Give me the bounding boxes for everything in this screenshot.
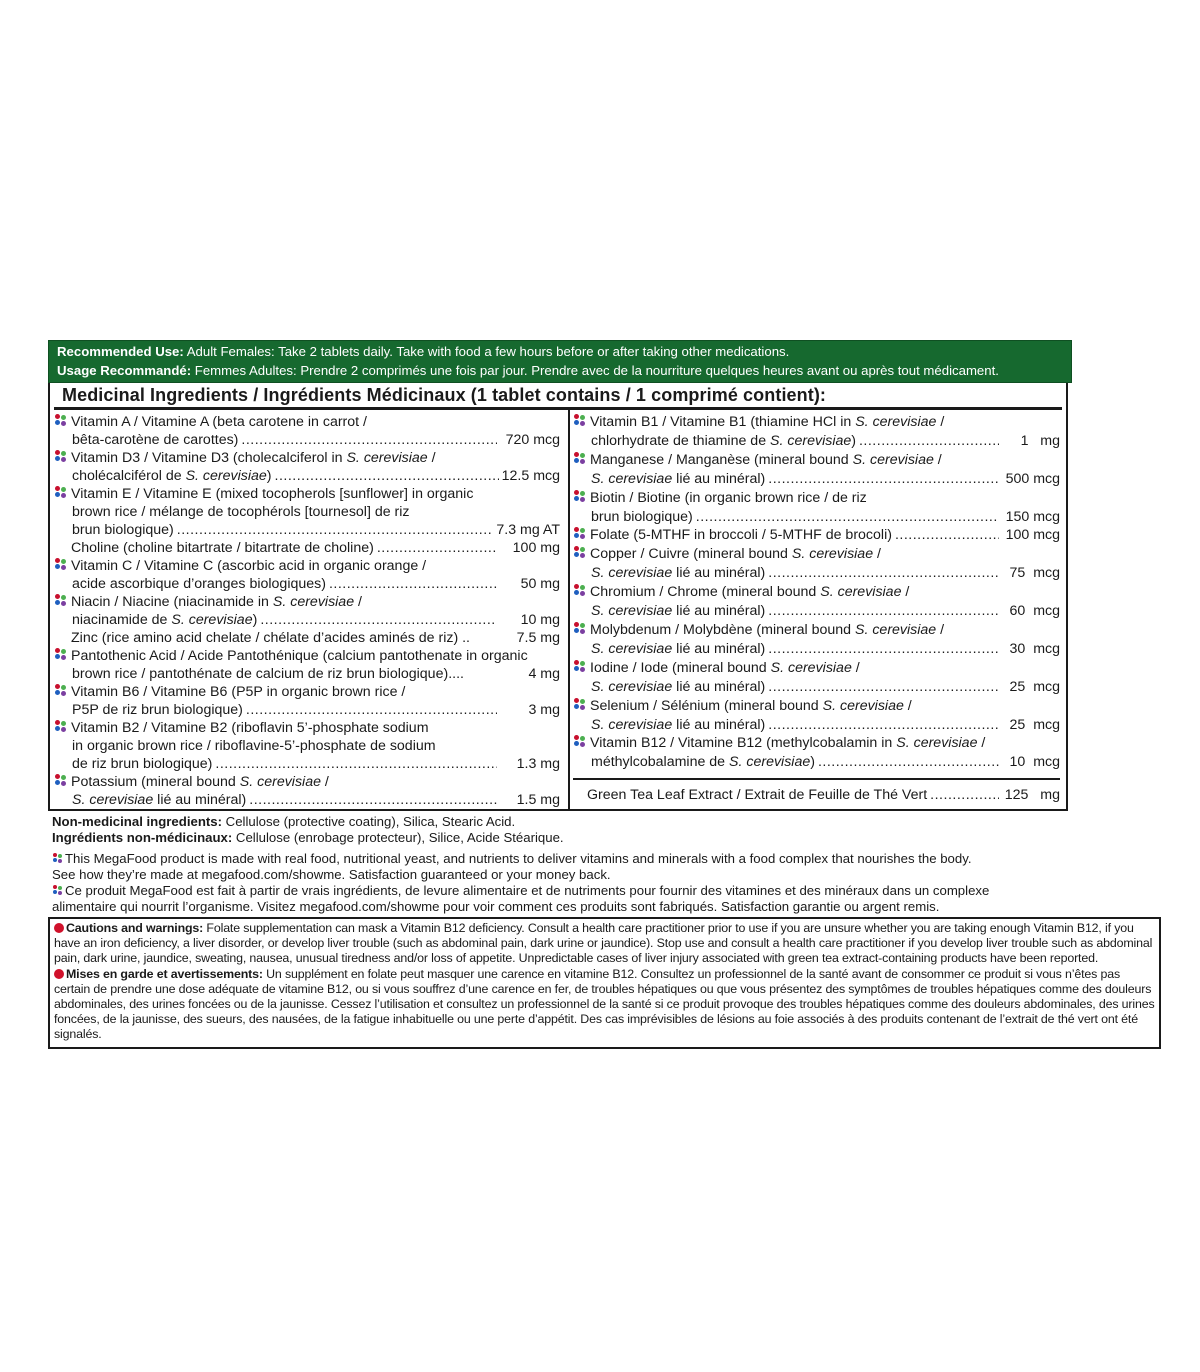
ingredient-text: Selenium / Sélénium (mineral bound [590, 697, 823, 714]
ingredient-text: S. cerevisiae [820, 584, 902, 601]
ingredient-amount: 60 mcg [1009, 603, 1060, 620]
ingredient-amount: 720 mcg [505, 432, 560, 448]
ingredient-text: / [903, 697, 912, 714]
ingredient-biotin [573, 489, 1060, 527]
claim-fr [52, 883, 1152, 899]
warnings-fr-label: Mises en garde et avertissements: [66, 966, 263, 981]
ingredient-text: S. cerevisiae [852, 451, 934, 468]
ingredient-text: Molybdenum / Molybdène (mineral bound [590, 621, 855, 638]
ingredient-text: / [901, 584, 910, 601]
ingredient-text: méthylcobalamine de [591, 754, 730, 771]
food-complex-icon [573, 735, 586, 748]
ingredient-amount: 500 mcg [1005, 470, 1060, 487]
food-complex-icon [54, 558, 67, 571]
ingredient-text: de riz brun biologique) [72, 756, 213, 772]
ingredient-text: Choline (choline bitartrate / bitartrate de choline) [71, 540, 374, 556]
ingredient-text: S. cerevisiae [729, 754, 811, 771]
ingredient-text: / [873, 546, 881, 563]
ingredient-amount: 100 mg [512, 540, 560, 556]
ingredient-text: brun biologique) [591, 508, 693, 525]
ingredient-vitamin-a [54, 413, 560, 449]
ingredient-text: S. cerevisiae [591, 470, 673, 487]
warnings-fr [54, 967, 1155, 1043]
ingredient-amount: 4 mg [528, 666, 560, 682]
food-complex-icon [573, 698, 586, 711]
ingredient-pantothenic-acid [54, 647, 560, 683]
ingredient-text: Folate (5-MTHF in broccoli / 5-MTHF de brocoli) [590, 527, 892, 544]
usage-recommande-text: Femmes Adultes: Prendre 2 comprimés une fois par jour. Prendre avec de la nourriture quelques heures avant ou après tout médicament. [191, 363, 999, 378]
food-complex-icon [573, 660, 586, 673]
ingredient-text: / [354, 594, 362, 610]
ingredient-text: Vitamin C / Vitamine C (ascorbic acid in organic orange / [71, 558, 427, 574]
ingredient-manganese [573, 451, 1060, 489]
usage-recommande-label: Usage Recommandé: [57, 363, 192, 378]
ingredient-text: ) [252, 612, 258, 628]
ingredient-text: niacinamide de [72, 612, 172, 628]
claim-text: See how they’re made at megafood.com/showme. Satisfaction guaranteed or your money back. [52, 867, 611, 882]
ingredient-text: S. cerevisiae [72, 792, 154, 808]
ingredient-text: lié au minéral) [672, 565, 766, 582]
food-complex-icon [573, 414, 586, 427]
ingredient-amount: 25 mcg [1009, 678, 1060, 695]
non-medicinal-fr [52, 830, 1152, 846]
ingredient-molybdenum [573, 621, 1060, 659]
ingredient-text: / [851, 659, 860, 676]
food-complex-icon [52, 853, 63, 864]
ingredient-niacin [54, 593, 560, 629]
ingredient-text: lié au minéral) [672, 470, 766, 487]
ingredient-text: lié au minéral) [672, 603, 766, 620]
ingredient-text: S. cerevisiae [346, 450, 428, 466]
ingredient-text: ) [266, 468, 272, 484]
warnings-label: Cautions and warnings: [66, 921, 204, 935]
food-complex-icon [54, 486, 67, 499]
warning-dot-icon [54, 923, 64, 933]
ingredient-text: Vitamin B1 / Vitamine B1 (thiamine HCl in [590, 414, 856, 430]
ingredient-text: Niacin / Niacine (niacinamide in [71, 594, 273, 610]
medicinal-ingredients-title: Medicinal Ingredients / Ingrédients Médicinaux (1 tablet contains / 1 comprimé contient): [54, 383, 1062, 410]
food-complex-icon [573, 490, 586, 503]
ingredient-text: / [427, 450, 436, 466]
ingredient-text: Biotin / Biotine (in organic brown rice / de riz [590, 489, 867, 506]
claim-en [52, 851, 1152, 867]
ingredient-text: S. cerevisiae [854, 621, 937, 638]
ingredient-text: acide ascorbique d’oranges biologiques) [72, 576, 326, 592]
ingredient-amount: 25 mcg [1009, 716, 1060, 733]
ingredient-text: chlorhydrate de thiamine de [591, 432, 771, 449]
non-medicinal-en [52, 814, 1152, 830]
food-complex-icon [573, 452, 586, 465]
ingredient-text: / [936, 414, 945, 430]
warnings-text: Folate supplementation can mask a Vitamin B12 deficiency. Consult a health care practitioner prior to use if you are unsure whether you are taking enough Vitamin B12, if you have an iron deficiency, a liver disorder, or develop liver trouble (such as abdominal pain, dark urine or jaundice). Stop use and consult a health care practitioner if you develop liver trouble such as abdominal pain, dark urine, jaundice, sweating, nausea, unusual tiredness and/or loss of appetite. Unpredictable cases of liver injury associated with green tea extract-containing products have been reported. [54, 921, 1153, 966]
ingredient-text: in organic brown rice / riboflavine-5’-phosphate de sodium [72, 738, 436, 754]
ingredients-left-column [50, 410, 570, 809]
food-complex-icon [54, 648, 67, 661]
food-complex-icon [54, 774, 67, 787]
ingredient-text: Vitamin B12 / Vitamine B12 (methylcobalamin in [590, 735, 897, 752]
warnings-en [54, 921, 1155, 967]
food-complex-icon [573, 622, 586, 635]
ingredient-iodine [573, 659, 1060, 697]
ingredient-text: brown rice / mélange de tocophérols [tournesol] de riz [72, 504, 410, 520]
ingredient-amount: 1.3 mg [516, 756, 560, 772]
recommended-use-en [57, 342, 1063, 361]
food-complex-icon [54, 414, 67, 427]
ingredient-text: S. cerevisiae [822, 697, 904, 714]
ingredient-text: S. cerevisiae [591, 678, 673, 695]
ingredient-text: Zinc (rice amino acid chelate / chélate d’acides aminés de riz) .. [71, 630, 471, 646]
ingredient-text: / [977, 735, 986, 752]
ingredient-amount: 1 mg [1020, 432, 1060, 449]
ingredient-text: S. cerevisiae [171, 612, 253, 628]
ingredient-amount: 30 mcg [1009, 640, 1060, 657]
claim-text: alimentaire qui nourrit l’organisme. Visitez megafood.com/showme pour voir comment ces produits sont fabriqués. Satisfaction garantie ou argent remis. [52, 899, 940, 914]
recommended-use-banner [48, 340, 1072, 383]
ingredient-text: lié au minéral) [672, 678, 766, 695]
ingredient-amount: 10 mg [520, 612, 560, 628]
ingredient-vitamin-b6 [54, 683, 560, 719]
ingredient-text: S. cerevisiae [272, 594, 355, 610]
ingredient-amount: 10 mcg [1009, 754, 1060, 771]
ingredient-text: brown rice / pantothénate de calcium de riz brun biologique).... [72, 666, 464, 682]
ingredient-text: Vitamin B2 / Vitamine B2 (riboflavin 5’-phosphate sodium [71, 720, 429, 736]
ingredient-amount: 12.5 mcg [501, 468, 560, 484]
ingredient-text: P5P de riz brun biologique) [72, 702, 243, 718]
ingredient-folate [573, 526, 1060, 545]
ingredient-amount: 1.5 mg [516, 792, 560, 808]
ingredient-zinc [54, 629, 560, 647]
ingredient-text: S. cerevisiae [591, 565, 673, 582]
medicinal-ingredients-panel [48, 383, 1068, 811]
recommended-use-fr [57, 361, 1063, 380]
ingredient-text: S. cerevisiae [591, 603, 673, 620]
ingredient-text: brun biologique) [72, 522, 174, 538]
food-complex-icon [573, 546, 586, 559]
ingredient-text: S. cerevisiae [591, 716, 673, 733]
food-complex-icon [573, 527, 586, 540]
ingredient-text: Vitamin B6 / Vitamine B6 (P5P in organic brown rice / [71, 684, 406, 700]
food-complex-icon [573, 584, 586, 597]
non-medicinal-fr-label: Ingrédients non-médicinaux: [52, 830, 233, 845]
food-complex-icon [54, 720, 67, 733]
ingredient-potassium [54, 773, 560, 809]
ingredient-text: S. cerevisiae [770, 432, 852, 449]
ingredient-text: Iodine / Iode (mineral bound [590, 659, 771, 676]
food-complex-icon [52, 885, 63, 896]
ingredient-text: Potassium (mineral bound [71, 774, 240, 790]
ingredient-vitamin-d3 [54, 449, 560, 485]
ingredient-text: S. cerevisiae [896, 735, 978, 752]
food-complex-icon [54, 450, 67, 463]
ingredient-vitamin-b12 [573, 734, 1060, 772]
ingredient-text: Copper / Cuivre (mineral bound [590, 546, 792, 563]
ingredient-amount: 125 mg [1004, 787, 1060, 804]
ingredient-text: ) [851, 432, 856, 449]
ingredient-text: S. cerevisiae [591, 640, 673, 657]
ingredient-choline [54, 539, 560, 557]
non-medicinal-label: Non-medicinal ingredients: [52, 814, 222, 829]
non-medicinal-text: Cellulose (protective coating), Silica, Stearic Acid. [222, 814, 516, 829]
food-complex-icon [54, 684, 67, 697]
ingredient-amount: 50 mg [520, 576, 560, 592]
ingredient-text: Chromium / Chrome (mineral bound [590, 584, 821, 601]
warnings-fr-text: Un supplément en folate peut masquer une carence en vitamine B12. Consultez un professionnel de la santé avant de consommer ce produit si vous n’êtes pas certain de prendre une dose adéquate de vitamine B12, ou si vous souffrez d’une carence en fer, de troubles hépatiques ou que vous présentez des symptômes de troubles hépatiques comme des douleurs abdominales, des urines foncées ou de la jaunisse. Cessez l’utilisation et consultez un professionnel de la santé si ce produit provoque des troubles hépatiques comme des douleurs abdominales, des urines foncées, de la jaunisse, des sueurs, des nausées, de la fatigue inhabituelle ou une perte d’appétit. Des cas imprévisibles de lésions au foie associés à des produits contenant de l’extrait de thé vert ont été signalés. [54, 966, 1155, 1042]
ingredient-text: Pantothenic Acid / Acide Pantothénique (calcium pantothenate in organic [71, 648, 528, 664]
ingredient-amount: 7.3 mg AT [496, 522, 560, 538]
ingredient-text: Manganese / Manganèse (mineral bound [590, 451, 853, 468]
ingredient-text: lié au minéral) [672, 640, 766, 657]
ingredient-text: S. cerevisiae [185, 468, 267, 484]
supplement-label [48, 340, 1072, 811]
ingredient-text: S. cerevisiae [791, 546, 874, 563]
recommended-use-label: Recommended Use: [57, 344, 184, 359]
ingredient-selenium [573, 697, 1060, 735]
ingredient-amount: 3 mg [528, 702, 560, 718]
ingredient-text: Vitamin D3 / Vitamine D3 (cholecalciferol in [71, 450, 347, 466]
claim-text: Ce produit MegaFood est fait à partir de vrais ingrédients, de levure alimentaire et de nutriments pour fournir des vitamines et des minéraux dans un complexe [65, 883, 990, 898]
ingredient-text: / [936, 621, 945, 638]
non-medicinal-fr-text: Cellulose (enrobage protecteur), Silice, Acide Stéarique. [232, 830, 564, 845]
ingredient-copper [573, 545, 1060, 583]
ingredient-amount: 75 mcg [1009, 565, 1060, 582]
label-footer-text [52, 814, 1152, 915]
recommended-use-text: Adult Females: Take 2 tablets daily. Take with food a few hours before or after taking other medications. [183, 344, 790, 359]
ingredients-right-column [570, 410, 1066, 809]
ingredient-text: ) [810, 754, 815, 771]
ingredient-text: / [320, 774, 329, 790]
ingredient-amount: 100 mcg [1005, 527, 1060, 544]
warnings-box [48, 917, 1161, 1049]
ingredient-vitamin-e [54, 485, 560, 539]
ingredient-text: bêta-carotène de carottes) [72, 432, 239, 448]
ingredient-vitamin-c [54, 557, 560, 593]
ingredient-text: S. cerevisiae [855, 414, 937, 430]
ingredient-vitamin-b2 [54, 719, 560, 773]
ingredient-text: lié au minéral) [672, 716, 766, 733]
ingredient-text: Vitamin A / Vitamine A (beta carotene in carrot / [71, 414, 368, 430]
ingredient-vitamin-b1 [573, 413, 1060, 451]
ingredient-text: lié au minéral) [153, 792, 247, 808]
ingredient-text: Vitamin E / Vitamine E (mixed tocopherols [sunflower] in organic [71, 486, 474, 502]
claim-text: This MegaFood product is made with real food, nutritional yeast, and nutrients to deliver vitamins and minerals with a food complex that nourishes the body. [65, 851, 972, 866]
food-complex-icon [54, 594, 67, 607]
ingredient-text: Green Tea Leaf Extract / Extrait de Feuille de Thé Vert [587, 787, 928, 804]
warning-dot-icon [54, 969, 64, 979]
ingredient-chromium [573, 583, 1060, 621]
ingredient-text: S. cerevisiae [770, 659, 852, 676]
ingredient-text: S. cerevisiae [239, 774, 321, 790]
ingredient-text: cholécalciférol de [72, 468, 186, 484]
ingredient-green-tea [573, 778, 1060, 805]
ingredient-amount: 7.5 mg [516, 630, 560, 646]
ingredient-amount: 150 mcg [1005, 508, 1060, 525]
ingredient-text: / [933, 451, 942, 468]
